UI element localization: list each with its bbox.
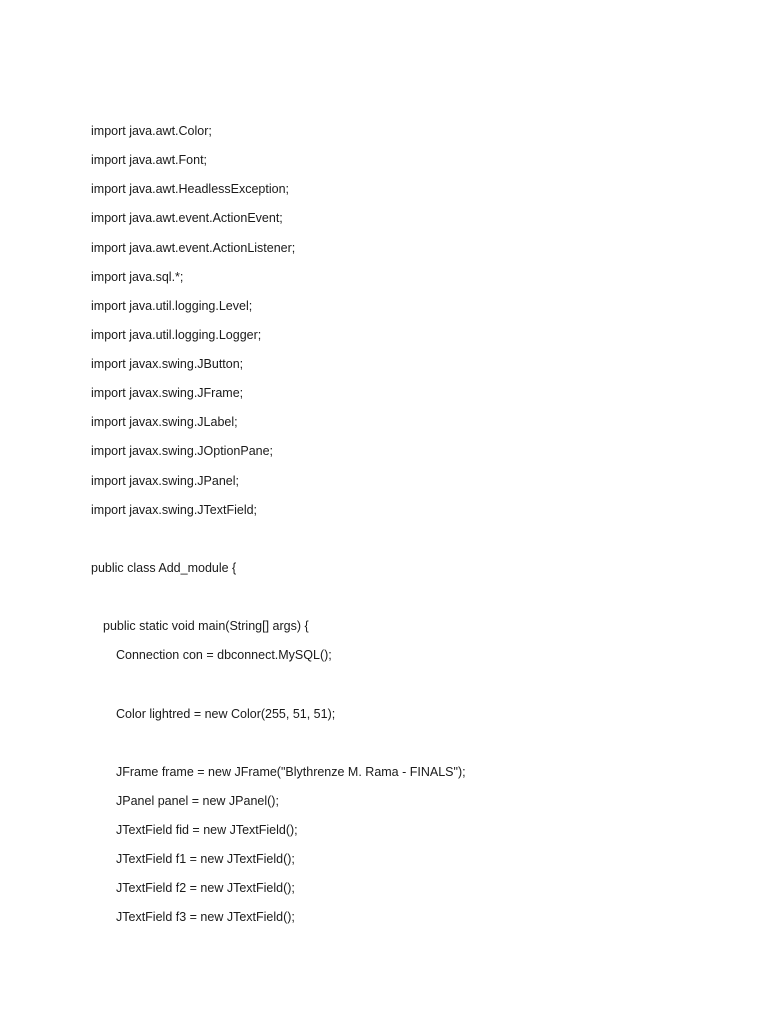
import-line: import java.util.logging.Level;: [91, 299, 253, 313]
import-line: import java.awt.event.ActionEvent;: [91, 211, 283, 225]
connection-statement: Connection con = dbconnect.MySQL();: [116, 648, 332, 662]
color-statement: Color lightred = new Color(255, 51, 51);: [116, 707, 336, 721]
import-line: import javax.swing.JButton;: [91, 357, 244, 371]
main-method-declaration: public static void main(String[] args) {: [103, 619, 309, 633]
textfield-f3-statement: JTextField f3 = new JTextField();: [116, 910, 295, 924]
import-line: import java.awt.HeadlessException;: [91, 182, 290, 196]
import-line: import javax.swing.JTextField;: [91, 503, 258, 517]
import-line: import javax.swing.JOptionPane;: [91, 444, 274, 458]
textfield-f2-statement: JTextField f2 = new JTextField();: [116, 881, 295, 895]
textfield-fid-statement: JTextField fid = new JTextField();: [116, 823, 298, 837]
import-line: import javax.swing.JLabel;: [91, 415, 238, 429]
import-line: import java.awt.event.ActionListener;: [91, 241, 296, 255]
import-line: import java.util.logging.Logger;: [91, 328, 262, 342]
frame-statement: JFrame frame = new JFrame("Blythrenze M. Rama - FINALS");: [116, 765, 466, 779]
import-line: import java.awt.Font;: [91, 153, 208, 167]
textfield-f1-statement: JTextField f1 = new JTextField();: [116, 852, 295, 866]
class-declaration: public class Add_module {: [91, 561, 237, 575]
import-line: import javax.swing.JPanel;: [91, 474, 239, 488]
import-line: import java.sql.*;: [91, 270, 184, 284]
import-line: import java.awt.Color;: [91, 124, 212, 138]
import-line: import javax.swing.JFrame;: [91, 386, 244, 400]
panel-statement: JPanel panel = new JPanel();: [116, 794, 279, 808]
